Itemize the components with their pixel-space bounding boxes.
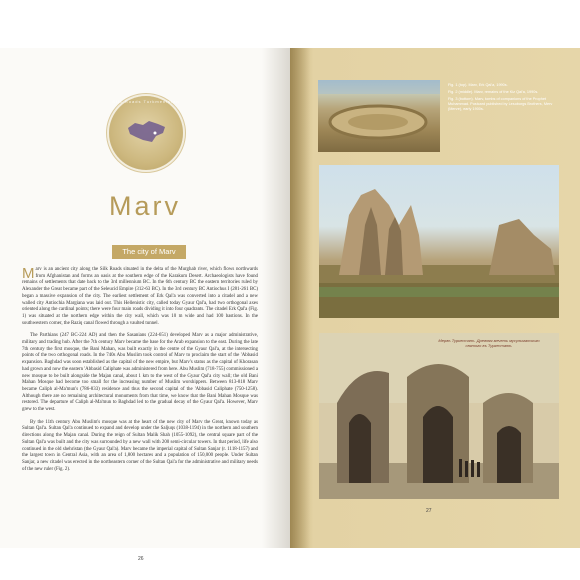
gutter-shadow-right [290,48,310,548]
body-text [22,267,258,479]
page-title: Marv [109,191,181,221]
caption: Fig. 3 (bottom). Marv, tombs of companions of the Prophet Muhammad. Postcard published by Lesoborgs Brothers, Merv (Merve), early 1900s. [448,97,553,111]
section-subtitle: The city of Marv [122,247,176,256]
paragraph: By the 11th century Abu Muslim's mosque was at the heart of the new city of Marv the Great, known today as Sultan Qal'a. Sultan Qal'a continued to expand and develop under the Saljuqs (1038-1194) in the northern and southern directions along the Majan canal. During the reign of Sultan Malik Shah (1055-1092), the central square part of the Sultan Qal'a was built and the city was surrounded by a new wall with 200 semi-circular towers. In that period, life also continued in the old shehristan (the Gyaur Qal'a). Marv became the imperial capital of Sultan Sanjar (r. 1118-1157) and the largest town in Central Asia, with an area of 1,800 hectares and a population of 150,000 people. Under Sultan Sanjar, a new citadel was erected in the northeastern corner of the Sultan Qal'a for the administrative and military needs of the new ruler (Fig. 2). [22,419,258,472]
page-number-left: 26 [138,556,144,562]
caption: Fig. 1 (top). Marv, Erk Qal'a, 1990s. [448,83,508,87]
photo-postcard-tombs [319,333,559,499]
paragraph: The Parthians (247 BC-224 AD) and then the Sasanians (224-651) developed Marv as a major administrative, military and trading hub. After the 7th century Marv became the base for the Arab expansion to the east. During the late 7th century the first mosque, the Bani Mahan, was built exactly in the centre of the Gyaur Qal'a, at the intersecting points of the two orthogonal roads. In the 740s Abu Muslim took control of Marv to proclaim the start of the 'Abbasid expansion. Baghdad was soon established as the capital of the new empire, but Marv's status as the capital of Khorasan had grown and now the eastern 'Abbasid Caliphate was administered from here. Abu Muslim (718-755) commissioned a new mosque to be built alongside the Majan canal, about 1 km to the west of the Gyaur Qal'a city wall; the old Bani Mahan Mosque had become too small for the increasing number of Muslim worshippers. Between 813-818 Marv became Caliph al-Ma'mun's (786-833) residence and thus the second capital of the 'Abbasid Caliphate (750-1258). Although there are no remaining architectural monuments from that time, we know that the Bani Mahan Mosque was restored. The departure of Caliph al-Ma'mun to Baghdad led to the gradual decay of the Gyaur Qal'a. However, Marv grew to the west. [22,333,258,413]
left-page [0,48,290,562]
postcard-caption: Мервъ Туркестанъ. Древняя мечеть мусульманского святого въ Туркестанѣ. [438,338,540,348]
emblem-ring-text: Silk Roads Turkmenistan [112,99,180,104]
paragraph [22,267,258,327]
photo-ruins [319,165,559,318]
figure-captions [448,83,566,114]
paragraph-text: arv is an ancient city along the Silk Roads situated in the delta of the Murghab river, which flows northwards from Afghanistan and forms an oasis at the southern edge of the Karakum Desert. Archaeologists have found remains of settlements that date back to the 3rd millennium BC. In the 6th century BC the eastern territories ruled by Alexander the Great became part of the Seleucid Empire (312-63 BC). In the 3rd century BC Antiochus I (281-261 BC) began a massive expansion of the city. The earliest settlement of Erk Qal'a was converted into a citadel and a new walled city Antiochia Margiana was laid out. This Hellenistic city, called today Gyaur Qal'a, had two orthogonal axes oriented along the cardinal points; there were four main roads dividing it into four quadrants. The citadel Erk Qal'a (Fig. 1) was situated at the northern edge within the city wall, which was 10 m wide and had 100 bastions. In the southwestern corner, the Raziq canal flowed through a vaulted tunnel. [22,267,258,326]
map-icon [125,118,169,146]
page-number-right: 27 [426,508,432,514]
gutter-shadow [262,48,290,548]
photo-erk-qala [318,80,440,152]
dropcap: M [22,265,35,282]
emblem [109,96,183,170]
caption: Fig. 2 (middle). Marv, remains of the Kiz Qal'a, 1990s. [448,90,539,94]
